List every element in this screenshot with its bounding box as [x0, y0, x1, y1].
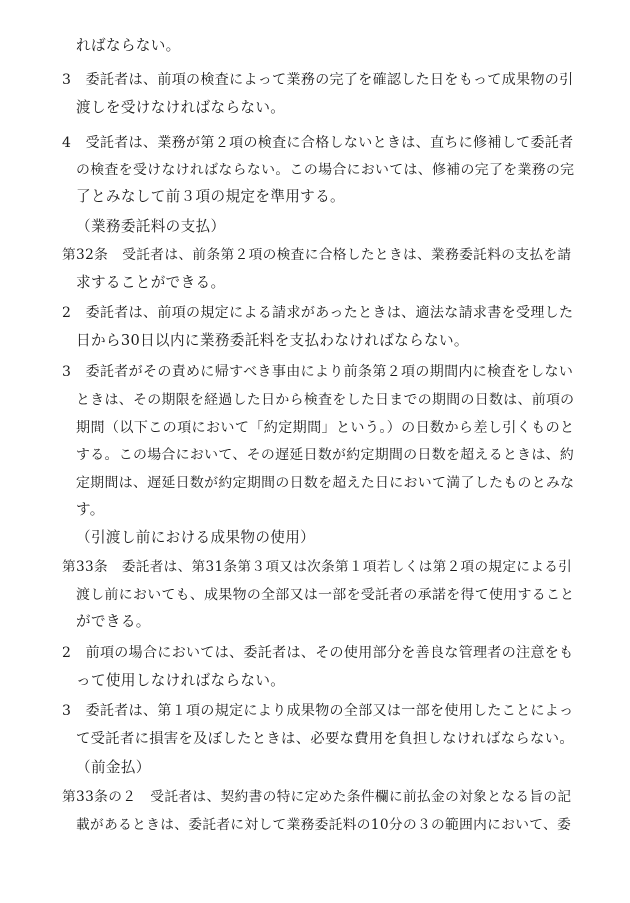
article-33-2-line: 第33条の２ 受託者は、契約書の特に定めた条件欄に前払金の対象となる旨の記: [62, 789, 572, 805]
text-line: 了とみなして前３項の規定を準用する。: [76, 188, 345, 205]
section-heading: （引渡し前における成果物の使用）: [76, 529, 316, 546]
text-line: 求することができる。: [76, 274, 226, 291]
text-line: 定期間は、遅延日数が約定期間の日数を超えた日において満了したものとみな: [76, 475, 575, 491]
text-line: する。この場合において、その遅延日数が約定期間の日数を超えるときは、約: [76, 447, 575, 463]
section-heading: （前金払）: [76, 759, 151, 776]
section-heading: （業務委託料の支払）: [76, 218, 226, 235]
article-32-line: 第32条 受託者は、前条第２項の検査に合格したときは、業務委託料の支払を請: [62, 247, 572, 263]
text-line: ときは、その期限を経過した日から検査をした日までの期間の日数は、前項の: [76, 392, 575, 408]
text-line: 渡し前においても、成果物の全部又は一部を受託者の承諾を得て使用すること: [76, 587, 575, 603]
clause-2-line: 2 委託者は、前項の規定による請求があったときは、適法な請求書を受理した: [62, 305, 574, 321]
clause-4-line: 4 受託者は、業務が第２項の検査に合格しないときは、直ちに修補して委託者: [62, 135, 574, 151]
article-33-line: 第33条 委託者は、第31条第３項又は次条第１項若しくは第２項の規定による引: [62, 559, 573, 575]
text-line: ができる。: [76, 613, 151, 630]
text-line: て受託者に損害を及ぼしたときは、必要な費用を負担しなければならない。: [76, 731, 574, 747]
clause-2-line: 2 前項の場合においては、委託者は、その使用部分を善良な管理者の注意をも: [62, 645, 574, 661]
text-line: 渡しを受けなければならない。: [76, 99, 286, 116]
text-line: 載があるときは、委託者に対して業務委託料の10分の３の範囲内において、委: [76, 817, 572, 833]
text-line: ればならない。: [76, 37, 181, 54]
text-line: 日から30日以内に業務委託料を支払わなければならない。: [76, 332, 469, 349]
text-line: す。: [76, 501, 105, 518]
clause-3-line: 3 委託者は、前項の検査によって業務の完了を確認した日をもって成果物の引: [62, 72, 574, 88]
text-line: の検査を受けなければならない。この場合においては、修補の完了を業務の完: [76, 162, 575, 178]
clause-3-line: 3 委託者は、第１項の規定により成果物の全部又は一部を使用したことによっ: [62, 703, 574, 719]
clause-3-line: 3 委託者がその責めに帰すべき事由により前条第２項の期間内に検査をしない: [62, 364, 574, 380]
text-line: 期間（以下この項において「約定期間」という。）の日数から差し引くものと: [76, 420, 575, 436]
text-line: って使用しなければならない。: [76, 672, 286, 689]
